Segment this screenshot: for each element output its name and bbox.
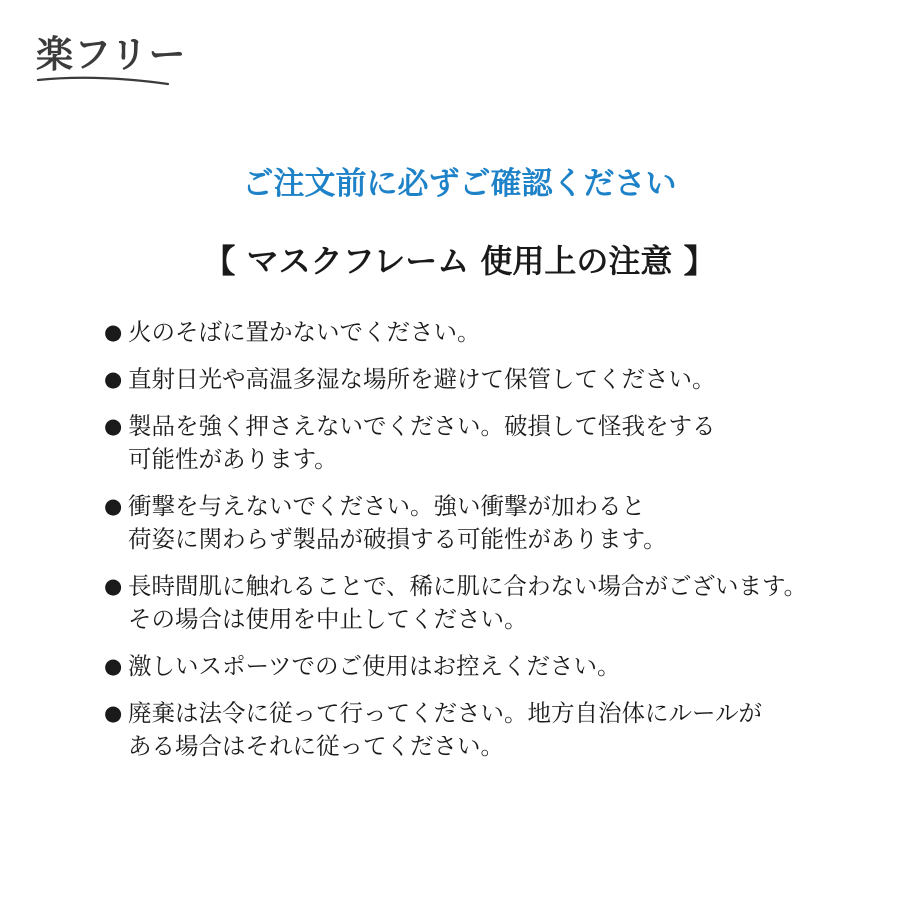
caution-text-line: 荷姿に関わらず製品が破損する可能性があります。 (128, 525, 667, 553)
brand-logo-text: 楽フリー (36, 33, 187, 76)
bullet-icon: ● (104, 320, 123, 344)
caution-text (128, 363, 894, 396)
caution-text (128, 697, 894, 763)
caution-item (104, 363, 894, 396)
caution-item (104, 697, 894, 763)
bullet-icon: ● (104, 574, 123, 598)
caution-text-line: 長時間肌に触れることで、稀に肌に合わない場合がございます。 (128, 572, 808, 600)
bullet-icon: ● (104, 367, 123, 391)
caution-item (104, 316, 894, 349)
caution-item (104, 490, 894, 556)
caution-list (104, 316, 894, 777)
caution-text-line: 可能性があります。 (128, 445, 338, 473)
caution-text (128, 410, 894, 476)
caution-item (104, 410, 894, 476)
caution-text-line: 直射日光や高温多湿な場所を避けて保管してください。 (128, 365, 716, 393)
bullet-icon: ● (104, 494, 123, 518)
page-title: 【 マスクフレーム 使用上の注意 】 (203, 242, 716, 280)
caution-text (128, 490, 894, 556)
bullet-icon: ● (104, 701, 123, 725)
bullet-icon: ● (104, 654, 123, 678)
caution-text-line: その場合は使用を中止してください。 (128, 605, 528, 633)
caution-text-line: 火のそばに置かないでください。 (128, 318, 481, 346)
caution-item (104, 570, 894, 636)
brand-logo (36, 32, 187, 88)
caution-text (128, 316, 894, 349)
notice-subtitle: ご注文前に必ずご確認ください (242, 166, 677, 202)
caution-item (104, 650, 894, 683)
caution-text-line: 激しいスポーツでのご使用はお控えください。 (128, 652, 621, 680)
logo-swoosh-icon (36, 32, 176, 88)
caution-text (128, 570, 894, 636)
caution-text (128, 650, 894, 683)
bullet-icon: ● (104, 414, 123, 438)
caution-text-line: 衝撃を与えないでください。強い衝撃が加わると (128, 492, 645, 520)
caution-text-line: 製品を強く押さえないでください。破損して怪我をする (128, 412, 716, 440)
caution-text-line: 廃棄は法令に従って行ってください。地方自治体にルールが (128, 699, 763, 727)
caution-text-line: ある場合はそれに従ってください。 (128, 732, 504, 760)
